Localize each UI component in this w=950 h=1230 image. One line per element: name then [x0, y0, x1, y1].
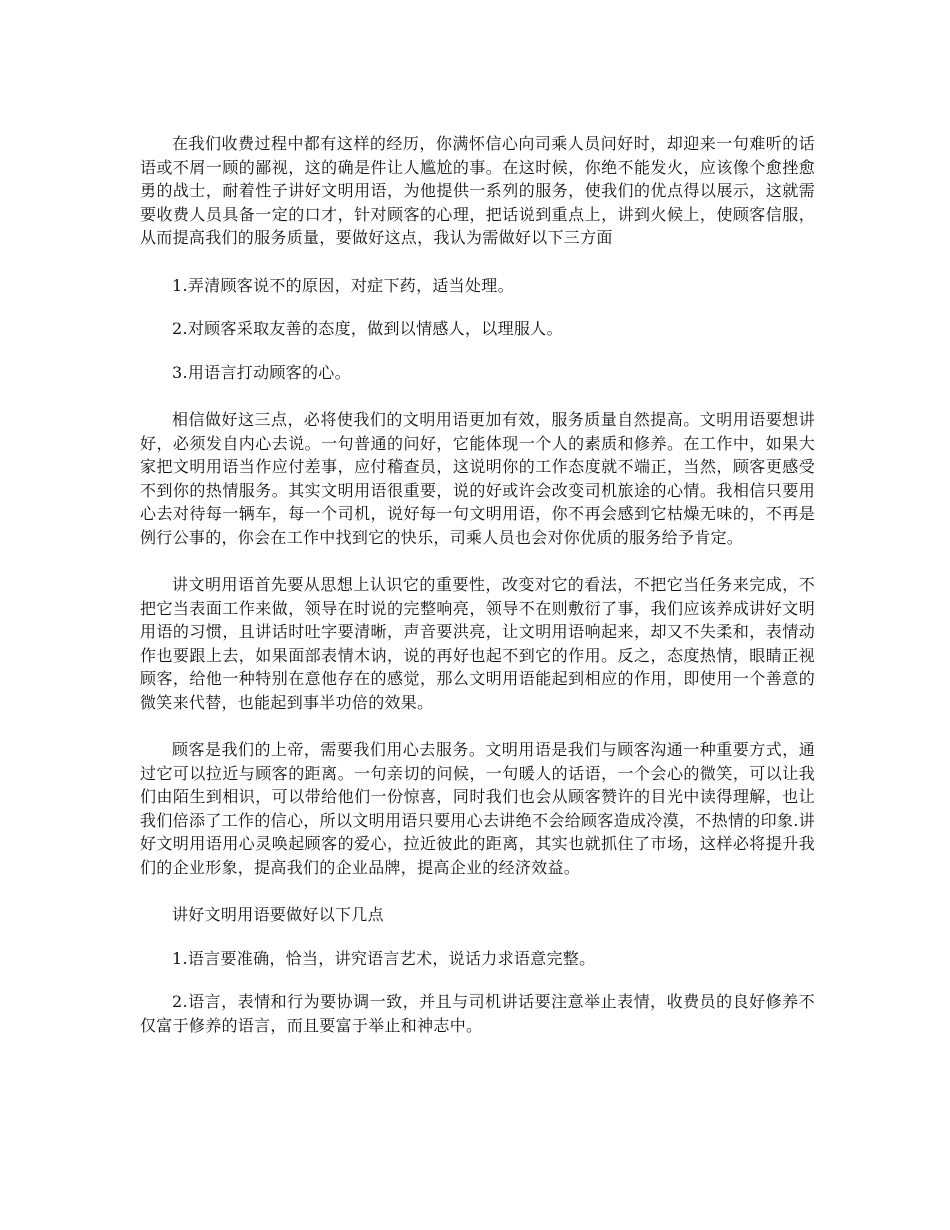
paragraph-3: 讲文明用语首先要从思想上认识它的重要性，改变对它的看法，不把它当任务来完成，不把它当表面工作来做，领导在时说的完整响亮，领导不在则敷衍了事，我们应该养成讲好文明用语的习惯，且讲话时吐字要清晰，声音要洪亮，让文明用语响起来，却又不失柔和，表情动作也要跟上去，如果面部表情木讷，说的再好也起不到它的作用。反之，态度热情，眼睛正视顾客，给他一种特别在意他存在的感觉，那么文明用语能起到相应的作用，即使用一个善意的微笑来代替，也能起到事半功倍的效果。 — [140, 575, 815, 712]
point-item-2: 2.语言，表情和行为要协调一致，并且与司机讲话要注意举止表情，收费员的良好修养不仅富于修养的语言，而且要富于举止和神志中。 — [140, 992, 815, 1035]
paragraph-intro: 在我们收费过程中都有这样的经历，你满怀信心向司乘人员问好时，却迎来一句难听的话语或不屑一顾的鄙视，这的确是件让人尴尬的事。在这时候，你绝不能发火，应该像个愈挫愈勇的战士，耐着性子讲好文明用语，为他提供一系列的服务，使我们的优点得以展示，这就需要收费人员具备一定的口才，针对顾客的心理，把话说到重点上，讲到火候上，使顾客信服，从而提高我们的服务质量，要做好这点，我认为需做好以下三方面 — [140, 134, 815, 247]
list-item-3: 3.用语言打动顾客的心。 — [172, 362, 351, 382]
document-body — [140, 132, 815, 1057]
list-item-2: 2.对顾客采取友善的态度，做到以情感人，以理服人。 — [172, 319, 563, 338]
point-item-1: 1.语言要准确，恰当，讲究语言艺术，说话力求语意完整。 — [172, 948, 596, 968]
list-item-1: 1.弄清顾客说不的原因，对症下药，适当处理。 — [172, 275, 514, 295]
paragraph-4: 顾客是我们的上帝，需要我们用心去服务。文明用语是我们与顾客沟通一种重要方式，通过它可以拉近与顾客的距离。一句亲切的问候，一句暖人的话语，一个会心的微笑，可以让我们由陌生到相识，可以带给他们一份惊喜，同时我们也会从顾客赞许的目光中读得理解，也让我们倍添了工作的信心，所以文明用语只要用心去讲绝不会给顾客造成冷漠，不热情的印象.讲好文明用语用心灵唤起顾客的爱心，拉近彼此的距离，其实也就抓住了市场，这样必将提升我们的企业形象，提高我们的企业品牌，提高企业的经济效益。 — [140, 740, 815, 877]
subheading-points: 讲好文明用语要做好以下几点 — [172, 905, 384, 924]
paragraph-2: 相信做好这三点，必将使我们的文明用语更加有效，服务质量自然提高。文明用语要想讲好，必须发自内心去说。一句普通的问好，它能体现一个人的素质和修养。在工作中，如果大家把文明用语当作应付差事，应付稽查员，这说明你的工作态度就不端正，当然，顾客更感受不到你的热情服务。其实文明用语很重要，说的好或许会改变司机旅途的心情。我相信只要用心去对待每一辆车，每一个司机，说好每一句文明用语，你不再会感到它枯燥无味的，不再是例行公事的，你会在工作中找到它的快乐，司乘人员也会对你优质的服务给予肯定。 — [140, 410, 815, 547]
